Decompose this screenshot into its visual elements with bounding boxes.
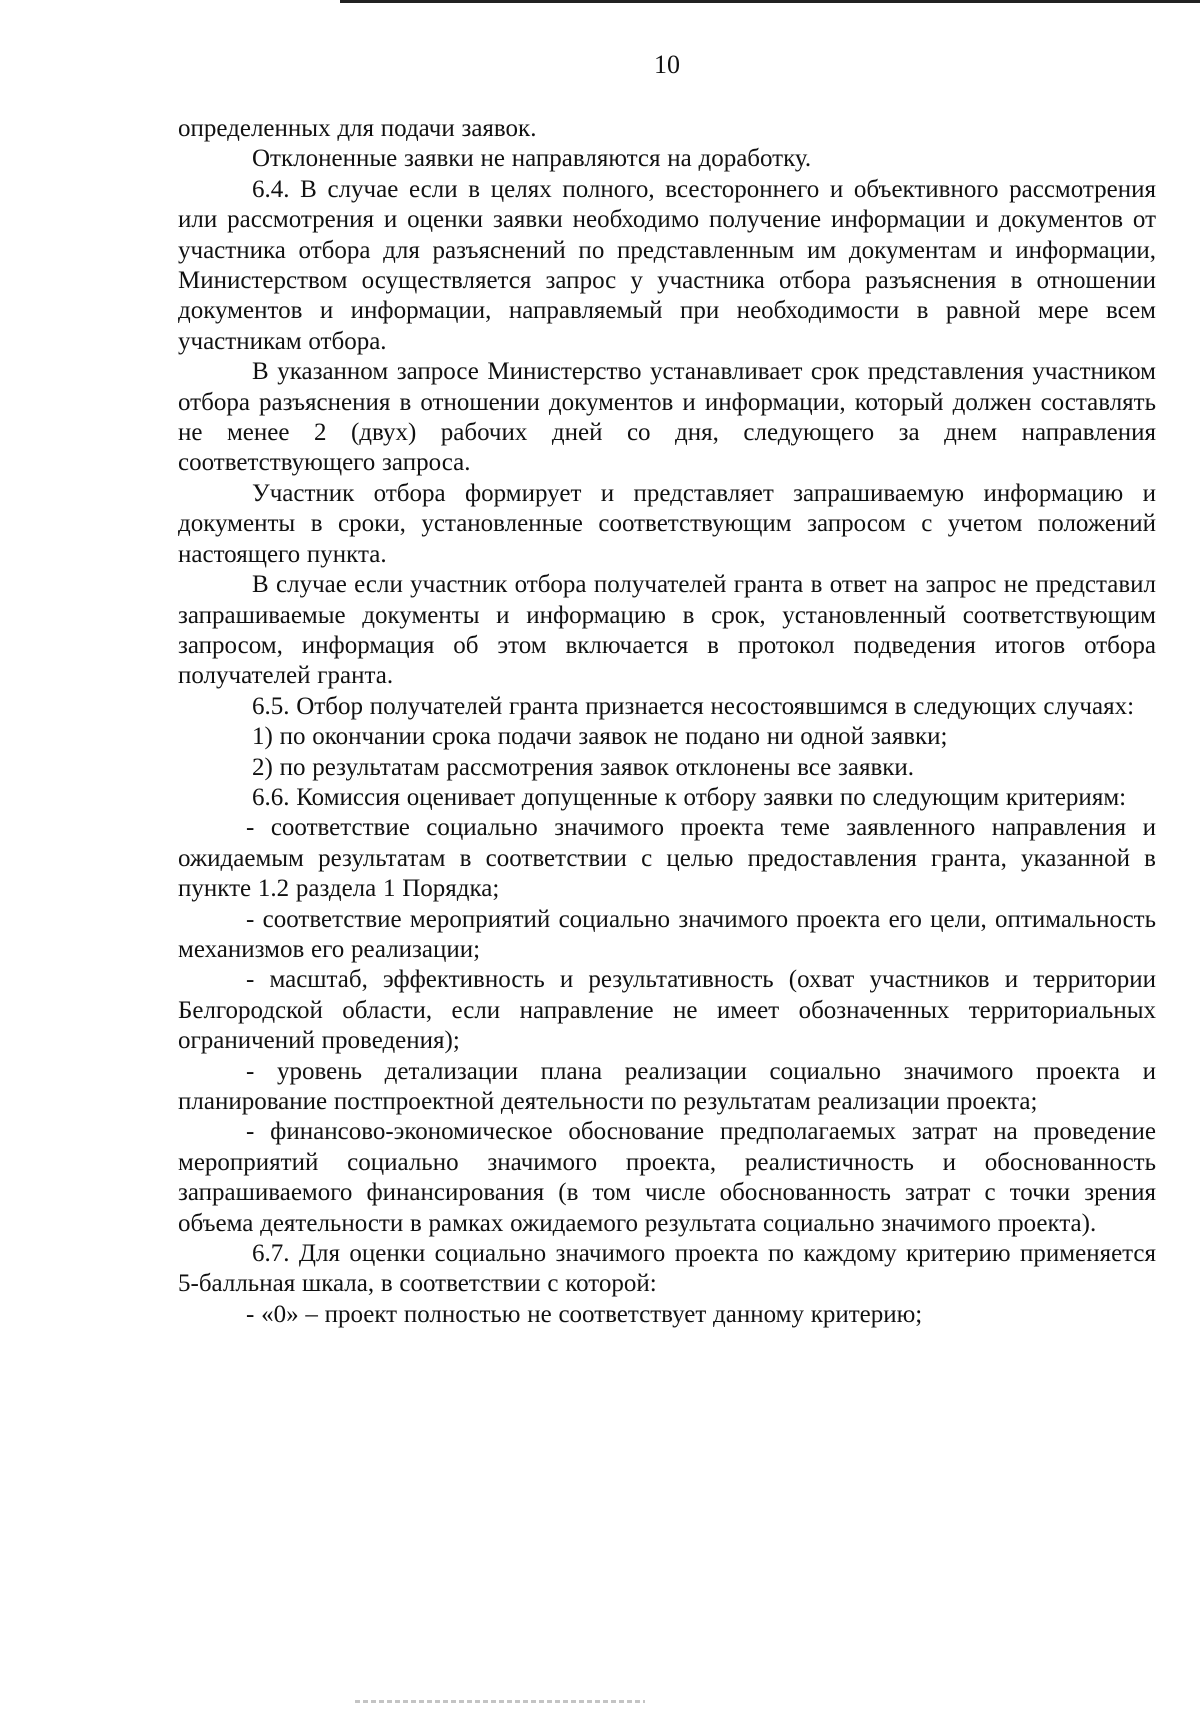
- paragraph-request-deadline: В указанном запросе Министерство устанавливает срок представления участником отбора разъяснения в отношении документов и информации, который должен составлять не менее 2 (двух) рабочих дней со дня, следующего за днем направления соответствующего запроса.: [178, 358, 1156, 477]
- paragraph-6-5: 6.5. Отбор получателей гранта признается несостоявшимся в следующих случаях:: [252, 692, 1135, 720]
- paragraph-not-submitted: В случае если участник отбора получателей гранта в ответ на запрос не представил запрашиваемые документы и информацию в срок, установленный соответствующим запросом, информация об этом включается в протокол подведения итогов отбора получателей гранта.: [178, 571, 1156, 690]
- criterion-item-scale: - масштаб, эффективность и результативность (охват участников и территории Белгородской области, если направление не имеет обозначенных территориальных ограничений проведения);: [178, 966, 1156, 1055]
- paragraph-6-4: 6.4. В случае если в целях полного, всестороннего и объективного рассмотрения или рассмотрения и оценки заявки необходимо получение информации и документов от участника отбора для разъяснений по представленным им документам и информации, Министерством осуществляется запрос у участника отбора разъяснения в отношении документов и информации, направляемый при необходимости в равной мере всем участникам отбора.: [178, 175, 1156, 355]
- paragraph-6-6: 6.6. Комиссия оценивает допущенные к отбору заявки по следующим критериям:: [252, 783, 1127, 811]
- paragraph-rejected-applications: Отклоненные заявки не направляются на доработку.: [252, 145, 812, 173]
- paragraph-continuation: определенных для подачи заявок.: [178, 115, 537, 142]
- scan-footer-noise: [355, 1700, 645, 1703]
- page-number: 10: [654, 50, 680, 79]
- criterion-item-detail: - уровень детализации плана реализации социально значимого проекта и планирование постпроектной деятельности по результатам реализации проекта;: [178, 1057, 1156, 1115]
- criterion-item-activities: - соответствие мероприятий социально значимого проекта его цели, оптимальность механизмов его реализации;: [178, 905, 1156, 963]
- document-body: [178, 114, 1156, 1330]
- paragraph-6-7: 6.7. Для оценки социально значимого проекта по каждому критерию применяется 5-балльная шкала, в соответствии с которой:: [178, 1240, 1156, 1298]
- criterion-item-finance: - финансово-экономическое обоснование предполагаемых затрат на проведение мероприятий социально значимого проекта, реалистичность и обоснованность запрашиваемого финансирования (в том числе обоснованность затрат с точки зрения объема деятельности в рамках ожидаемого результата социально значимого проекта).: [178, 1118, 1156, 1237]
- paragraph-participant-submits: Участник отбора формирует и представляет запрашиваемую информацию и документы в сроки, установленные соответствующим запросом с учетом положений настоящего пункта.: [178, 479, 1156, 568]
- list-item-6-5-2: 2) по результатам рассмотрения заявок отклонены все заявки.: [252, 753, 915, 781]
- scan-edge-line: [340, 0, 1200, 3]
- scale-item-0: - «0» – проект полностью не соответствует данному критерию;: [246, 1300, 923, 1328]
- list-item-6-5-1: 1) по окончании срока подачи заявок не подано ни одной заявки;: [252, 723, 948, 751]
- criterion-item-topic: - соответствие социально значимого проекта теме заявленного направления и ожидаемым результатам в соответствии с целью предоставления гранта, указанной в пункте 1.2 раздела 1 Порядка;: [178, 814, 1156, 903]
